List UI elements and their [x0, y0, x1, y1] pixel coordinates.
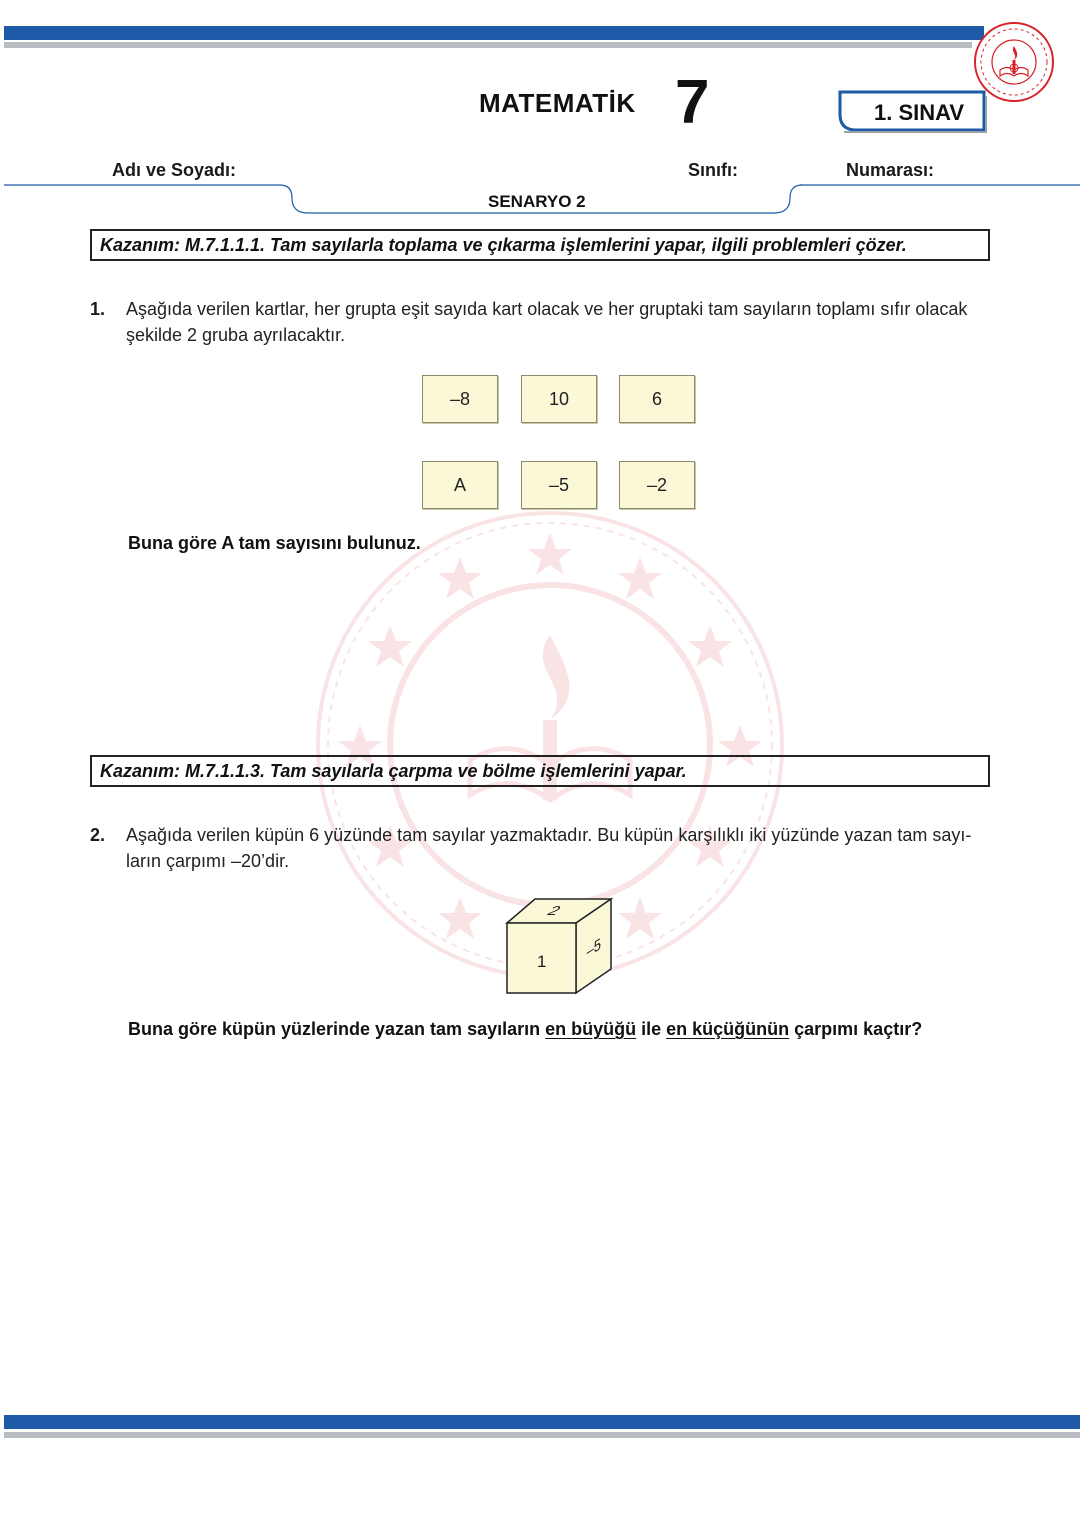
prompt-text-2: ile: [636, 1019, 667, 1039]
bottom-gray-bar: [4, 1432, 1080, 1438]
prompt-text-3: çarpımı kaçtır?: [789, 1019, 923, 1039]
question-2-line2: ların çarpımı –20’dir.: [126, 851, 290, 871]
cube-top-value: 2: [545, 903, 563, 918]
question-2-prompt: [128, 1019, 922, 1040]
card: –8: [422, 375, 498, 423]
cube-front-value: 1: [537, 952, 547, 971]
kazanim-box-2: Kazanım: M.7.1.1.3. Tam sayılarla çarpma ve bölme işlemlerini yapar.: [90, 755, 990, 787]
top-gray-bar: [4, 42, 972, 48]
class-label: Sınıfı:: [688, 160, 738, 180]
kazanim-box-1: Kazanım: M.7.1.1.1. Tam sayılarla toplama ve çıkarma işlemlerini yapar, ilgili problemleri çözer.: [90, 229, 990, 261]
cube-side-value: –5: [586, 935, 602, 962]
top-blue-bar: [4, 26, 984, 40]
card: –2: [619, 461, 695, 509]
question-1-prompt: Buna göre A tam sayısını bulunuz.: [128, 533, 421, 553]
name-label: Adı ve Soyadı:: [112, 160, 237, 180]
question-1-line1: Aşağıda verilen kartlar, her grupta eşit sayıda kart olacak ve her gruptaki tam sayıların toplamı sıfır olacak: [126, 299, 968, 319]
card: A: [422, 461, 498, 509]
question-2-line1: Aşağıda verilen küpün 6 yüzünde tam sayılar yazmaktadır. Bu küpün karşılıklı iki yüzünde yazan tam sayı-: [126, 825, 972, 845]
card: 10: [521, 375, 597, 423]
prompt-text-1: Buna göre küpün yüzlerinde yazan tam sayıların: [128, 1019, 546, 1039]
bottom-blue-bar: [4, 1415, 1080, 1429]
prompt-underline-smallest: en küçüğünün: [666, 1019, 790, 1039]
grade-number: 7: [675, 68, 710, 137]
scenario-title: SENARYO 2: [488, 192, 586, 211]
number-label: Numarası:: [846, 160, 935, 180]
question-1-number: 1.: [90, 299, 106, 319]
prompt-underline-largest: en büyüğü: [545, 1019, 637, 1039]
card: –5: [521, 461, 597, 509]
exam-label: 1. SINAV: [874, 100, 965, 125]
card: 6: [619, 375, 695, 423]
number-cube: [500, 893, 620, 1001]
question-1-line2: şekilde 2 gruba ayrılacaktır.: [126, 325, 346, 345]
question-2-number: 2.: [90, 825, 106, 845]
subject-title: MATEMATİK: [479, 88, 636, 118]
